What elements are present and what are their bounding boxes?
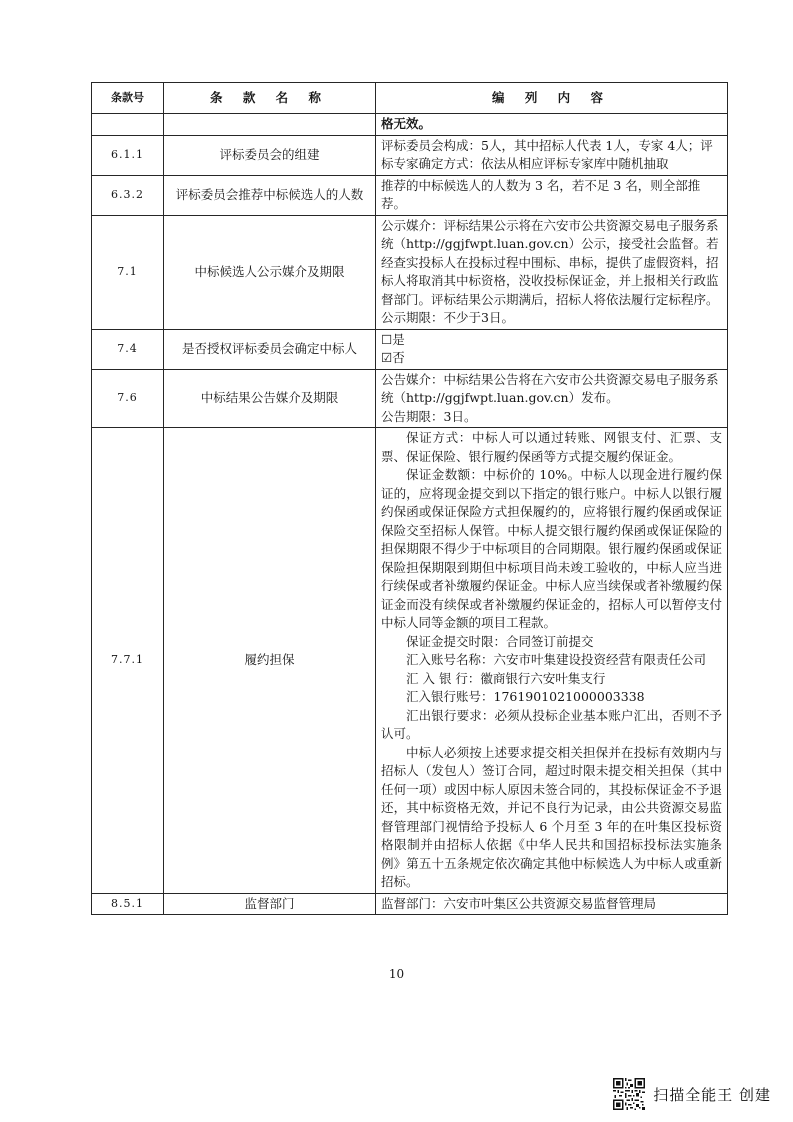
clause-table xyxy=(91,82,728,915)
clause-content: 监督部门：六安市叶集区公共资源交易监督管理局 xyxy=(376,893,728,915)
table-row-continued xyxy=(92,114,728,136)
publicity-media-text: 公示媒介：评标结果公示将在六安市公共资源交易电子服务系统（http://ggjfwpt.luan.gov.cn）公示，接受社会监督。若经查实投标人在投标过程中围标、串标，提供了虚假资料，招标人将取消其中标资格，没收投标保证金，并上报相关行政监督部门。评标结果公示期满后，招标人将依法履行定标程序。 xyxy=(381,217,719,307)
announcement-period-text: 公告期限：3日。 xyxy=(381,408,477,424)
clause-number: 7.4 xyxy=(92,329,164,369)
checkbox-option-no: ☑否 xyxy=(381,350,405,365)
cell-no-empty xyxy=(92,114,164,136)
clause-name: 是否授权评标委员会确定中标人 xyxy=(164,329,376,369)
account-name-line: 汇入账号名称：六安市叶集建设投资经营有限责任公司 xyxy=(406,652,707,667)
clause-content: 评标委员会构成：5人，其中招标人代表 1人，专家 4人；评标专家确定方式：依法从相应评标专家库中随机抽取 xyxy=(376,135,728,175)
clause-number: 8.5.1 xyxy=(92,893,164,915)
clause-number: 7.7.1 xyxy=(92,428,164,894)
clause-content: 推荐的中标候选人的人数为 3 名，若不足 3 名，则全部推荐。 xyxy=(376,175,728,215)
clause-name: 监督部门 xyxy=(164,893,376,915)
submission-deadline-line: 保证金提交时限：合同签订前提交 xyxy=(406,633,594,649)
bank-account-line: 汇入银行账号：1761901021000003338 xyxy=(406,689,645,704)
clause-number: 7.1 xyxy=(92,215,164,329)
clause-content xyxy=(376,369,728,428)
cell-name-empty xyxy=(164,114,376,136)
clause-number: 6.1.1 xyxy=(92,135,164,175)
header-clause-no: 条款号 xyxy=(92,83,164,114)
page-number: 10 xyxy=(388,967,405,981)
penalty-paragraph: 中标人必须按上述要求提交相关担保并在投标有效期内与招标人（发包人）签订合同，超过时限未提交相关担保（其中任何一项）或因中标人原因未签合同的，其投标保证金不予退还，其中标资格无效，并记不良行为记录，由公共资源交易监督管理部门视情给予投标人 6 个月至 3 年的在叶集区投标资格限制并由招标人依据《中华人民共和国招标投标法实施条例》第五十五条规定依次确定其他中标候选人为中标人或重新招标。 xyxy=(381,744,722,889)
table-row-8-5-1 xyxy=(92,893,728,915)
table-row-6-3-2 xyxy=(92,175,728,215)
clause-name: 中标结果公告媒介及期限 xyxy=(164,369,376,428)
clause-number: 7.6 xyxy=(92,369,164,428)
table-header-row xyxy=(92,83,728,114)
clause-name: 评标委员会推荐中标候选人的人数 xyxy=(164,175,376,215)
header-content: 编 列 内 容 xyxy=(376,83,728,114)
table-row-7-6 xyxy=(92,369,728,428)
clause-name: 履约担保 xyxy=(164,428,376,894)
clause-name: 中标候选人公示媒介及期限 xyxy=(164,215,376,329)
table-row-6-1-1 xyxy=(92,135,728,175)
table-row-7-7-1 xyxy=(92,428,728,894)
publicity-period-text: 公示期限：不少于3日。 xyxy=(381,310,514,325)
clause-number: 6.3.2 xyxy=(92,175,164,215)
watermark-text: 扫描全能王 创建 xyxy=(653,1085,771,1104)
announcement-media-text: 公告媒介：中标结果公告将在六安市公共资源交易电子服务系统（http://ggjfwpt.luan.gov.cn）发布。 xyxy=(381,371,719,405)
bank-name-line: 汇 入 银 行：徽商银行六安叶集支行 xyxy=(406,670,606,686)
guarantee-amount-paragraph: 保证金数额：中标价的 10%。中标人以现金进行履约保证的，应将现金提交到以下指定的银行账户。中标人以银行履约保函或保证保险方式担保履约的，应将银行履约保函或保证保险交至招标人保管。中标人提交银行履约保函或保证保险的担保期限不得少于中标项目的合同期限。银行履约保函或保证保险担保期限到期但中标项目尚未竣工验收的，中标人应当进行续保或者补缴履约保证金。中标人应当续保或者补缴履约保证金而没有续保或者补缴履约保证金的，招标人可以暂停支付中标人同等金额的项目工程款。 xyxy=(381,467,722,630)
table-row-7-4 xyxy=(92,329,728,369)
table-row-7-1 xyxy=(92,215,728,329)
remittance-requirement-line: 汇出银行要求：必须从投标企业基本账户汇出，否则不予认可。 xyxy=(381,707,722,741)
qr-code-icon xyxy=(613,1078,645,1110)
clause-content xyxy=(376,329,728,369)
clause-content xyxy=(376,215,728,329)
header-clause-name: 条 款 名 称 xyxy=(164,83,376,114)
cell-content-continued: 格无效。 xyxy=(376,114,728,136)
clause-content xyxy=(376,428,728,894)
checkbox-option-yes: ☐是 xyxy=(381,331,405,347)
guarantee-method-paragraph: 保证方式：中标人可以通过转账、网银支付、汇票、支票、保证保险、银行履约保函等方式提交履约保证金。 xyxy=(381,430,722,464)
scanner-watermark xyxy=(613,1077,771,1111)
clause-name: 评标委员会的组建 xyxy=(164,135,376,175)
